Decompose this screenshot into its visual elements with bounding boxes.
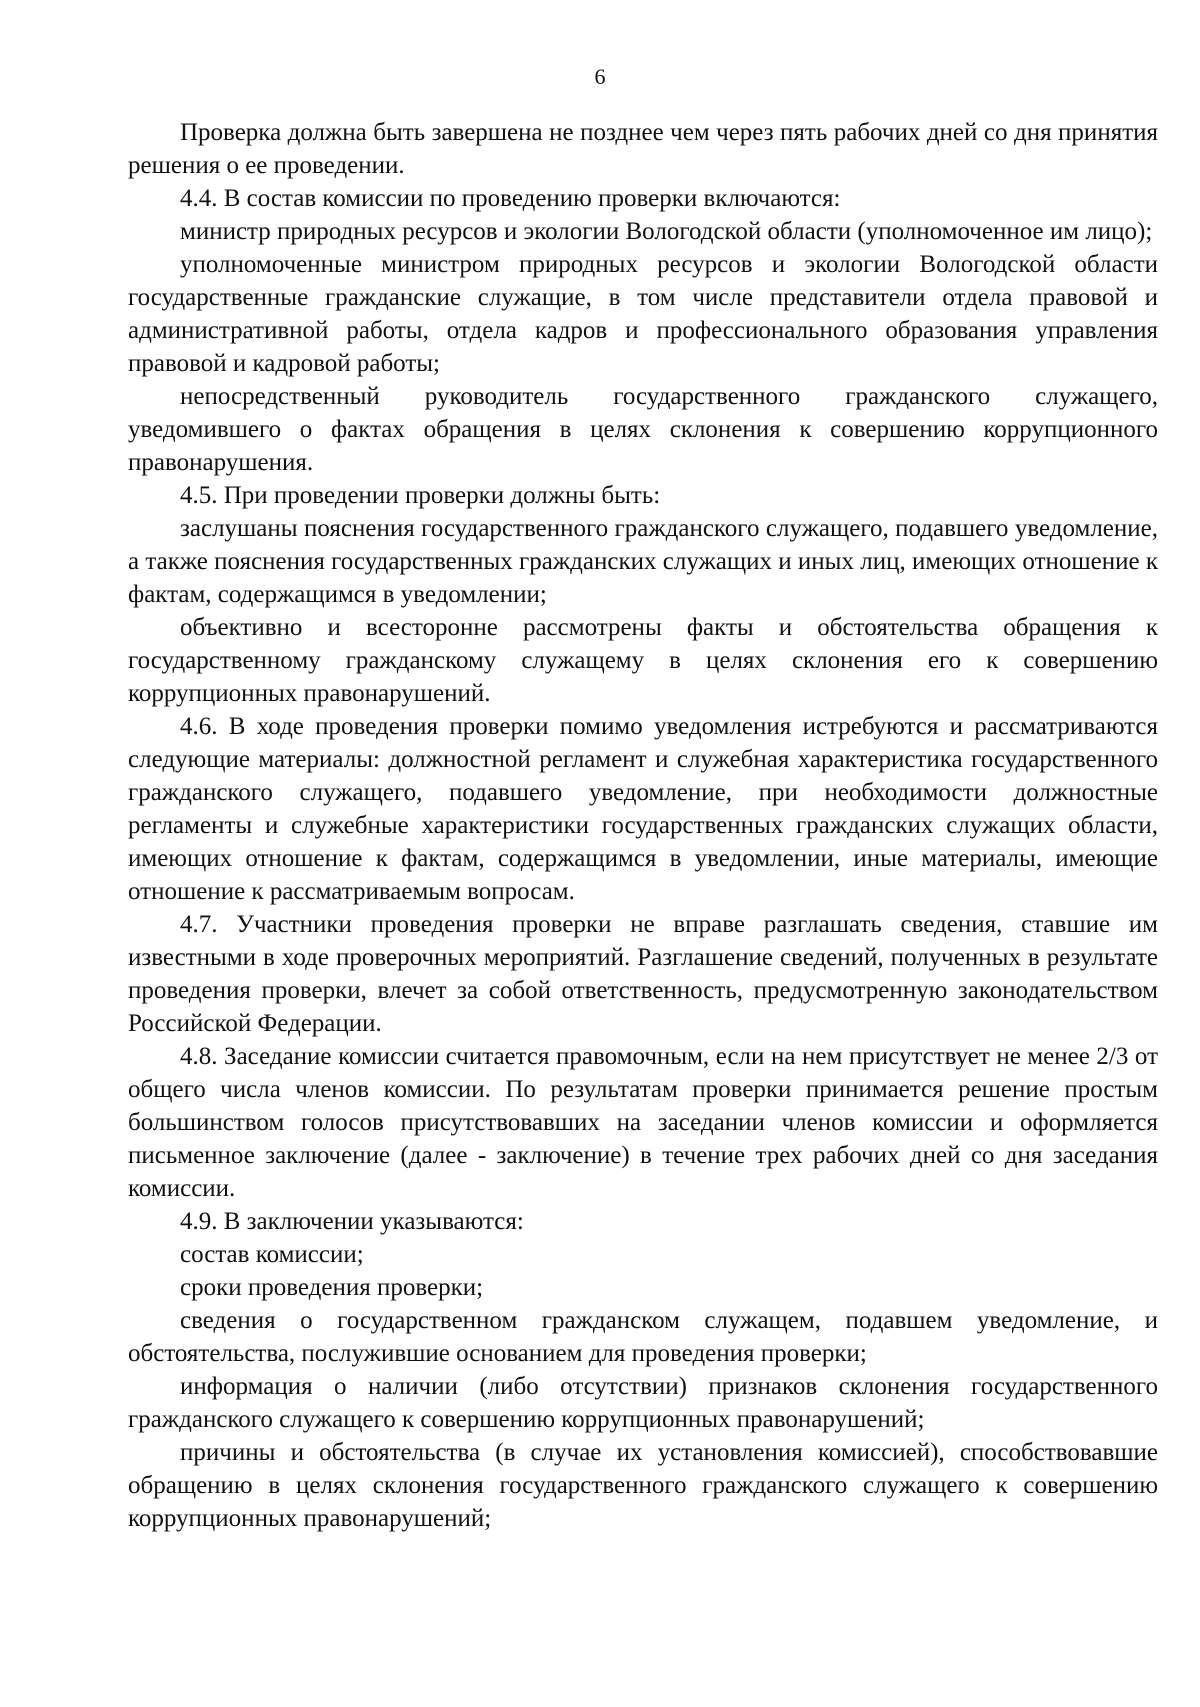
- paragraph: состав комиссии;: [180, 1241, 364, 1268]
- paragraph: 4.5. При проведении проверки должны быть:: [180, 482, 661, 509]
- paragraph: 4.6. В ходе проведения проверки помимо уведомления истребуются и рассматриваются следующие материалы: должностной регламент и служебная характеристика государственного гражданского служащего, подавшего уведомление, при необходимости должностные регламенты и служебные характеристики государственных гражданских служащих области, имеющих отношение к фактам, содержащимся в уведомлении, иные материалы, имеющие отношение к рассматриваемым вопросам.: [128, 713, 1158, 905]
- paragraph: уполномоченные министром природных ресурсов и экологии Вологодской области государственные гражданские служащие, в том числе представители отдела правовой и административной работы, отдела кадров и профессионального образования управления правовой и кадровой работы;: [128, 251, 1158, 377]
- paragraph: 4.4. В состав комиссии по проведению проверки включаются:: [180, 185, 841, 212]
- paragraph: информация о наличии (либо отсутствии) признаков склонения государственного гражданского служащего к совершению коррупционных правонарушений;: [128, 1373, 1158, 1433]
- paragraph: министр природных ресурсов и экологии Вологодской области (уполномоченное им лицо);: [180, 218, 1153, 245]
- page-number: 6: [594, 64, 606, 89]
- paragraph: 4.9. В заключении указываются:: [180, 1208, 524, 1235]
- document-body: [128, 116, 1158, 1535]
- paragraph: причины и обстоятельства (в случае их установления комиссией), способствовавшие обращению в целях склонения государственного гражданского служащего к совершению коррупционных правонарушений;: [128, 1439, 1158, 1532]
- paragraph: Проверка должна быть завершена не позднее чем через пять рабочих дней со дня принятия решения о ее проведении.: [128, 119, 1158, 179]
- paragraph: сведения о государственном гражданском служащем, подавшем уведомление, и обстоятельства, послужившие основанием для проведения проверки;: [128, 1307, 1158, 1367]
- paragraph: непосредственный руководитель государственного гражданского служащего, уведомившего о фактах обращения в целях склонения к совершению коррупционного правонарушения.: [128, 383, 1158, 476]
- paragraph: 4.8. Заседание комиссии считается правомочным, если на нем присутствует не менее 2/3 от общего числа членов комиссии. По результатам проверки принимается решение простым большинством голосов присутствовавших на заседании членов комиссии и оформляется письменное заключение (далее - заключение) в течение трех рабочих дней со дня заседания комиссии.: [128, 1043, 1158, 1202]
- paragraph: заслушаны пояснения государственного гражданского служащего, подавшего уведомление, а также пояснения государственных гражданских служащих и иных лиц, имеющих отношение к фактам, содержащимся в уведомлении;: [128, 515, 1158, 608]
- paragraph: сроки проведения проверки;: [180, 1274, 484, 1301]
- paragraph: 4.7. Участники проведения проверки не вправе разглашать сведения, ставшие им известными в ходе проверочных мероприятий. Разглашение сведений, полученных в результате проведения проверки, влечет за собой ответственность, предусмотренную законодательством Российской Федерации.: [128, 911, 1158, 1037]
- paragraph: объективно и всесторонне рассмотрены факты и обстоятельства обращения к государственному гражданскому служащему в целях склонения его к совершению коррупционных правонарушений.: [128, 614, 1158, 707]
